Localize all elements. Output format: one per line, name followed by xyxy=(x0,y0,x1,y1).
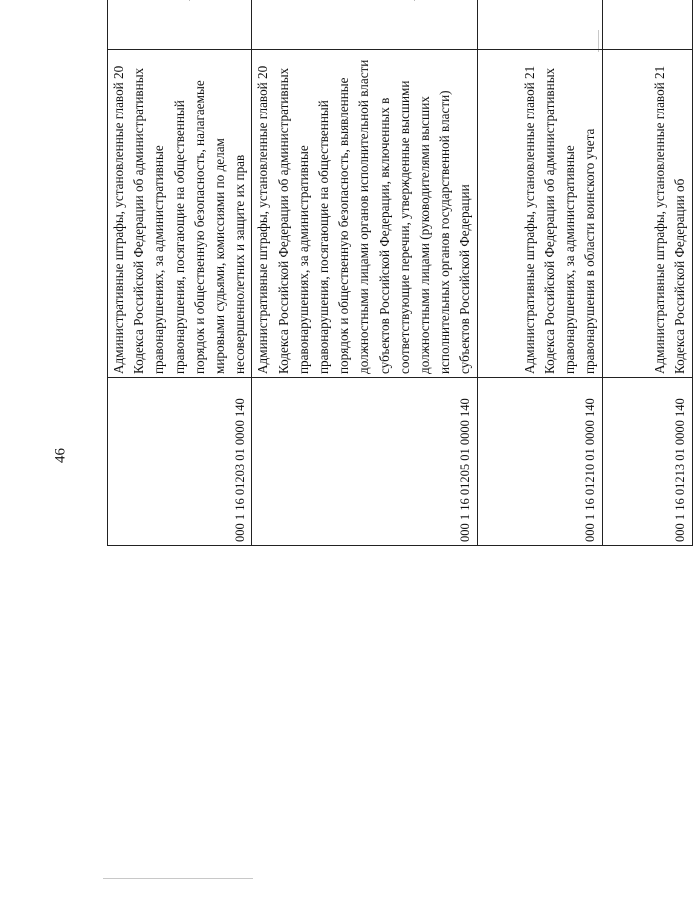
row-value-year-1 xyxy=(602,0,692,50)
table-row xyxy=(602,0,692,546)
rotated-table-frame xyxy=(107,56,688,847)
row-value-year-1-text xyxy=(232,0,247,1)
row-code: 000 1 16 01205 01 0000 140 xyxy=(252,378,477,546)
table-row xyxy=(252,0,477,546)
row-description: Административные штрафы, установленные главой 20 Кодекса Российской Федерации об административных правонарушениях, за административные правонарушения, посягающие на общественный порядок и общественную безопасность, налагаемые мировыми судьями, комиссиями по делам несовершеннолетних и защите их прав xyxy=(108,50,252,378)
revenue-table xyxy=(107,0,693,546)
row-description: Административные штрафы, установленные главой 20 Кодекса Российской Федерации об административных правонарушениях, за административные правонарушения, посягающие на общественный порядок и общественную безопасность, выявленные должностными лицами органов исполнительной власти субъектов Российской Федерации, включенных в соответствующие перечни, утвержденные высшими должностными лицами (руководителями высших исполнительных органов государственной власти) субъектов Российской Федерации xyxy=(252,50,477,378)
table-row xyxy=(477,0,602,546)
crop-mark-bottom xyxy=(103,878,253,879)
row-code: 000 1 16 01203 01 0000 140 xyxy=(108,378,252,546)
faint-rule xyxy=(414,0,415,1)
row-description: Административные штрафы, установленные главой 21 Кодекса Российской Федерации об xyxy=(602,50,692,378)
row-code: 000 1 16 01213 01 0000 140 xyxy=(602,378,692,546)
row-code: 000 1 16 01210 01 0000 140 xyxy=(477,378,602,546)
page-number: 46 xyxy=(52,448,69,463)
row-description: Административные штрафы, установленные главой 21 Кодекса Российской Федерации об административных правонарушениях, за административные правонарушения в области воинского учета xyxy=(477,50,602,378)
row-value-year-1 xyxy=(477,0,602,50)
table-sheet xyxy=(107,0,688,546)
faint-rule xyxy=(189,0,190,1)
table-row xyxy=(108,0,252,546)
row-value-year-1 xyxy=(108,0,252,50)
row-value-year-1 xyxy=(252,0,477,50)
